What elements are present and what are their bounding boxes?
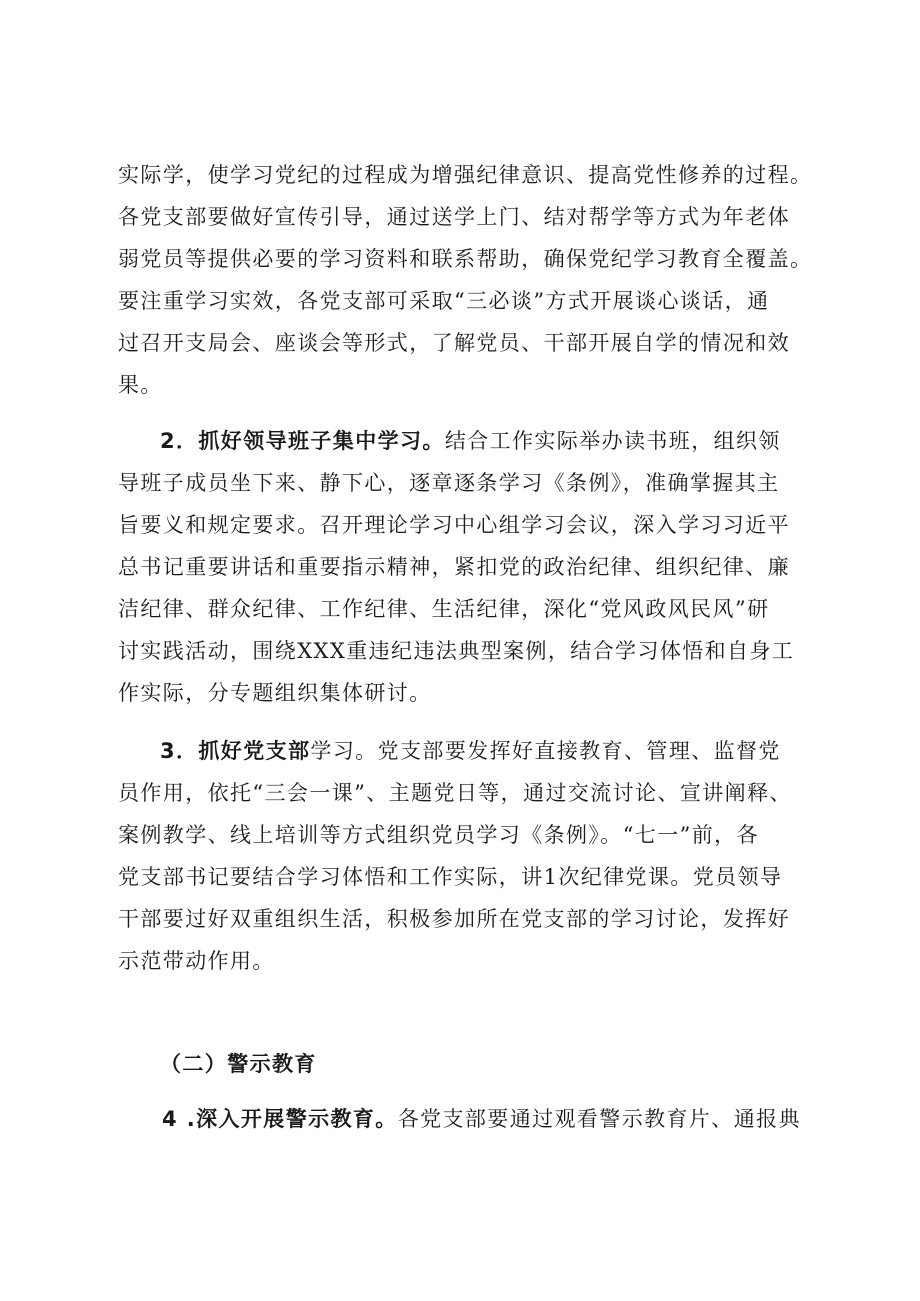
paragraph-line: 弱党员等提供必要的学习资料和联系帮助，确保党纪学习教育全覆盖。 [118, 247, 813, 271]
section-heading: （二）警示教育 [160, 1052, 317, 1076]
section-heading-block [118, 1043, 818, 1085]
item-heading: 4 .深入开展警示教育。 [162, 1107, 398, 1131]
paragraph-line: 作实际，分专题组织集体研讨。 [118, 681, 432, 705]
paragraph-line: 洁纪律、群众纪律、工作纪律、生活纪律，深化“党风政风民风”研 [118, 597, 770, 621]
paragraph-3 [118, 730, 818, 982]
item-heading: 2．抓好领导班子集中学习。 [160, 429, 445, 453]
paragraph-line: 示范带动作用。 [118, 949, 275, 973]
paragraph-line: 党支部书记要结合学习体悟和工作实际，讲1次纪律党课。党员领导 [118, 865, 783, 889]
paragraph-line: 案例教学、线上培训等方式组织党员学习《条例》。“七一”前，各 [118, 823, 759, 847]
paragraph-line: 干部要过好双重组织生活，积极参加所在党支部的学习讨论，发挥好 [118, 907, 790, 931]
item-heading: 3．抓好党支部 [160, 739, 311, 763]
paragraph-text: 结合工作实际举办读书班，组织领 [444, 429, 781, 453]
paragraph-text: 各党支部要通过观看警示教育片、通报典 [397, 1107, 801, 1131]
paragraph-line: 导班子成员坐下来、静下心，逐章逐条学习《条例》，准确掌握其主 [118, 471, 780, 495]
paragraph-line: 旨要义和规定要求。召开理论学习中心组学习会议，深入学习习近平 [118, 513, 790, 537]
paragraph-first-line [118, 730, 818, 772]
paragraph-line: 过召开支局会、座谈会等形式，了解党员、干部开展自学的情况和效 [118, 331, 790, 355]
paragraph-2 [118, 420, 818, 714]
paragraph-line: 各党支部要做好宣传引导，通过送学上门、结对帮学等方式为年老体 [118, 205, 790, 229]
paragraph-line: 果。 [118, 373, 163, 397]
paragraph-line: 总书记重要讲话和重要指示精神，紧扣党的政治纪律、组织纪律、廉 [118, 555, 790, 579]
paragraph-line: 讨实践活动，围绕XXX重违纪违法典型案例，结合学习体悟和自身工 [118, 639, 795, 663]
paragraph-line: 员作用，依托“三会一课”、主题党日等，通过交流讨论、宣讲阐释、 [118, 781, 792, 805]
paragraph-first-line [118, 420, 818, 462]
paragraph-line: 要注重学习实效，各党支部可采取“三必谈”方式开展谈心谈话，通 [118, 289, 770, 313]
paragraph-1 [118, 154, 818, 406]
paragraph-4 [118, 1098, 818, 1140]
paragraph-text: 学习。党支部要发挥好直接教育、管理、监督党 [310, 739, 781, 763]
paragraph-first-line [118, 1098, 818, 1140]
paragraph-line: 实际学，使学习党纪的过程成为增强纪律意识、提高党性修养的过程。 [118, 163, 813, 187]
